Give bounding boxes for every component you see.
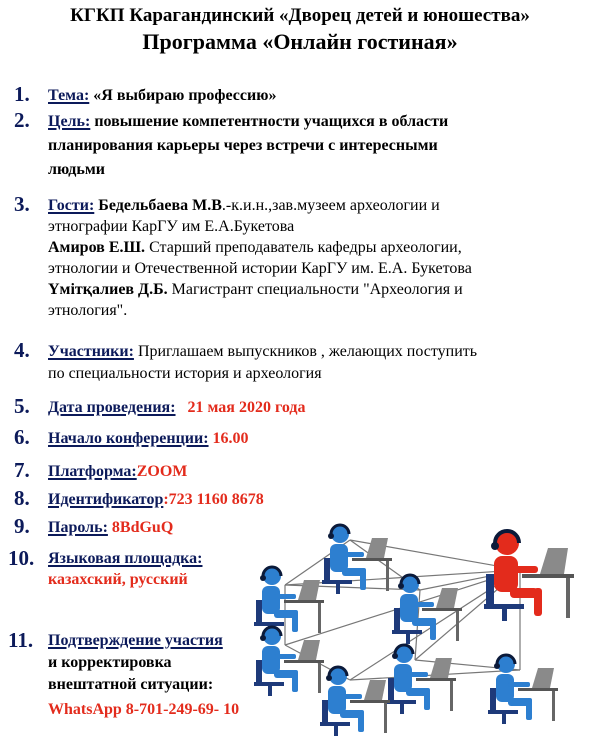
guest-1-row — [48, 196, 440, 216]
participants-row — [48, 342, 477, 362]
organization-title: КГКП Карагандинский «Дворец детей и юношества» — [70, 5, 530, 26]
participant-figure-4 — [254, 627, 324, 696]
online-meeting-illustration — [230, 510, 590, 745]
participant-figure-3 — [392, 575, 462, 644]
goal-line-3: людьми — [48, 161, 105, 178]
start-row — [48, 429, 249, 449]
date-row — [48, 398, 305, 418]
confirm-label: Подтверждение участия — [48, 632, 223, 649]
confirm-line-2: и корректировка — [48, 654, 172, 671]
item-number-7: 7. — [14, 458, 30, 482]
participants-line-1: Приглашаем выпускников , желающих поступить — [137, 343, 478, 360]
guest-2-desc-2: этнологии и Отечественной истории КарГУ им. Е.А. Букетова — [48, 260, 472, 277]
topic-row — [48, 86, 276, 106]
platform-label: Платформа: — [48, 463, 137, 480]
platform-value: ZOOM — [136, 463, 188, 480]
confirm-row — [48, 631, 223, 651]
id-row — [48, 490, 264, 510]
id-value: :723 1160 8678 — [163, 491, 264, 508]
participant-figure-7 — [488, 655, 558, 724]
lang-row — [48, 549, 202, 569]
host-figure — [484, 531, 574, 621]
item-number-2: 2. — [14, 108, 30, 132]
guests-label: Гости: — [48, 197, 95, 214]
program-title: Программа «Онлайн гостиная» — [142, 29, 458, 54]
password-row — [48, 518, 173, 538]
goal-line-1: повышение компетентности учащихся в области — [94, 113, 449, 130]
item-number-8: 8. — [14, 486, 30, 510]
start-label: Начало конференции: — [48, 430, 209, 447]
item-number-4: 4. — [14, 338, 30, 362]
confirm-line-3: внештатной ситуации: — [48, 676, 214, 693]
participant-figure-2 — [254, 567, 324, 636]
guest-2-row — [48, 238, 462, 258]
item-number-6: 6. — [14, 425, 30, 449]
guest-3-row — [48, 280, 463, 300]
goal-label: Цель: — [48, 113, 91, 130]
date-label: Дата проведения: — [48, 399, 176, 416]
date-value: 21 мая 2020 года — [187, 399, 306, 416]
guest-2-desc: Старший преподаватель кафедры археологии, — [149, 239, 462, 256]
item-number-10: 10. — [8, 546, 35, 570]
guest-3-name: Үмітқалиев Д.Б. — [48, 281, 168, 298]
topic-value: «Я выбираю профессию» — [93, 87, 277, 104]
header — [0, 4, 600, 56]
guest-1-desc-2: этнографии КарГУ им Е.А.Букетова — [48, 218, 295, 235]
goal-row — [48, 112, 448, 132]
item-number-11: 11. — [8, 628, 34, 652]
guest-2-name: Амиров Е.Ш. — [48, 239, 146, 256]
item-number-5: 5. — [14, 394, 30, 418]
whatsapp-contact: WhatsApp 8-701-249-69- 10 — [48, 701, 240, 718]
goal-line-2: планирования карьеры через встречи с интересными — [48, 137, 438, 154]
password-value: 8BdGuQ — [111, 519, 174, 536]
id-label: Идентификатор — [48, 491, 164, 508]
platform-row — [48, 462, 187, 482]
guest-1-name: Бедельбаева М.В — [98, 197, 222, 214]
start-value: 16.00 — [212, 430, 249, 447]
guest-3-desc-2: этнология". — [48, 302, 128, 319]
participants-label: Участники: — [48, 343, 134, 360]
guest-3-desc: Магистрант специальности "Археология и — [171, 281, 463, 298]
guest-1-desc: .-к.и.н.,зав.музеем археологии и — [221, 197, 440, 214]
topic-label: Тема: — [48, 87, 90, 104]
item-number-1: 1. — [14, 82, 30, 106]
password-label: Пароль: — [48, 519, 108, 536]
lang-label: Языковая площадка: — [48, 550, 203, 567]
participant-figure-1 — [322, 525, 392, 594]
lang-value: казахский, русский — [48, 571, 188, 588]
item-number-3: 3. — [14, 192, 30, 216]
participants-line-2: по специальности история и археология — [48, 365, 322, 382]
item-number-9: 9. — [14, 514, 30, 538]
